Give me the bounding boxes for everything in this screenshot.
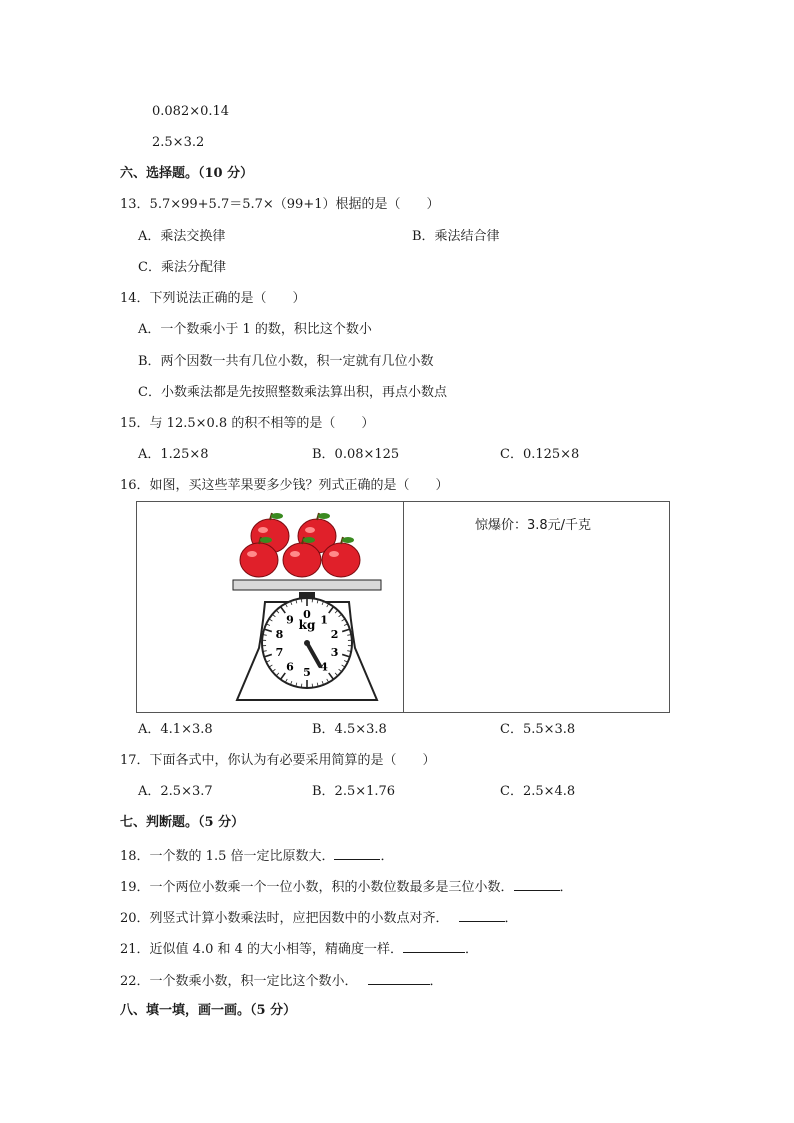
judge-period: ． xyxy=(429,974,443,989)
judge-text: 19．一个两位小数乘一个一位小数，积的小数位数最多是三位小数． xyxy=(120,880,514,895)
judge-item-18 xyxy=(120,847,394,865)
judge-text: 20．列竖式计算小数乘法时，应把因数中的小数点对齐． xyxy=(120,911,449,926)
section-heading-fill-draw: 八、填一填，画一画。（5 分） xyxy=(120,1003,297,1018)
dial-number: 7 xyxy=(275,645,284,659)
dial-tick xyxy=(312,598,313,602)
prev-item-2: 2.5×3.2 xyxy=(152,135,205,150)
judge-text: 22．一个数乘小数，积一定比这个数小． xyxy=(120,974,358,989)
dial-number: 9 xyxy=(286,613,294,627)
answer-blank[interactable] xyxy=(403,940,465,953)
section-heading-judge: 七、判断题。（5 分） xyxy=(120,815,245,830)
judge-period: ． xyxy=(504,911,518,926)
q13-option-b: B．乘法结合律 xyxy=(412,229,500,244)
judge-period: ． xyxy=(465,942,479,957)
answer-blank[interactable] xyxy=(334,847,380,860)
judge-text: 21．近似值 4.0 和 4 的大小相等，精确度一样． xyxy=(120,942,404,957)
q15-option-b: B．0.08×125 xyxy=(312,447,400,462)
judge-item-19 xyxy=(120,878,573,896)
scale-unit-label: kg xyxy=(298,618,316,632)
apples xyxy=(240,513,360,577)
answer-blank[interactable] xyxy=(514,878,560,891)
q16-stem: 16．如图，买这些苹果要多少钱？列式正确的是（ ） xyxy=(120,478,449,493)
judge-item-20 xyxy=(120,909,518,927)
judge-text: 18．一个数的 1.5 倍一定比原数大． xyxy=(120,849,335,864)
dial-tick xyxy=(312,684,313,688)
dial-number: 1 xyxy=(320,613,328,627)
dial-number: 8 xyxy=(275,628,284,642)
section-heading-choice: 六、选择题。（10 分） xyxy=(120,166,254,181)
price-label: 惊爆价：3.8元/千克 xyxy=(475,518,592,533)
answer-blank[interactable] xyxy=(368,972,430,985)
dial-number: 3 xyxy=(330,645,339,659)
dial-number: 0 xyxy=(303,608,311,621)
q13-option-c: C．乘法分配律 xyxy=(138,260,226,275)
q14-option-a: A．一个数乘小于 1 的数，积比这个数小 xyxy=(138,322,372,337)
figure-divider xyxy=(403,502,404,712)
q13-option-a: A．乘法交换律 xyxy=(138,229,226,244)
q17-stem: 17．下面各式中，你认为有必要采用简算的是（ ） xyxy=(120,753,436,768)
q14-option-b: B．两个因数一共有几位小数，积一定就有几位小数 xyxy=(138,354,434,369)
dial-number: 2 xyxy=(330,628,339,642)
dial-number: 5 xyxy=(303,666,311,679)
q14-option-c: C．小数乘法都是先按照整数乘法算出积，再点小数点 xyxy=(138,385,447,400)
judge-period: ． xyxy=(559,880,573,895)
dial-tick xyxy=(301,684,302,688)
q13-stem: 13．5.7×99+5.7＝5.7×（99+1）根据的是（ ） xyxy=(120,197,440,212)
dial-center xyxy=(304,640,310,646)
judge-period: ． xyxy=(380,849,394,864)
prev-item-1: 0.082×0.14 xyxy=(152,104,230,119)
q14-stem: 14．下列说法正确的是（ ） xyxy=(120,291,306,306)
q15-stem: 15．与 12.5×0.8 的积不相等的是（ ） xyxy=(120,416,375,431)
dial-tick xyxy=(301,598,302,602)
q15-option-a: A．1.25×8 xyxy=(138,447,209,462)
q15-option-c: C．0.125×8 xyxy=(500,447,580,462)
q16-option-a: A．4.1×3.8 xyxy=(138,722,213,737)
q16-option-c: C．5.5×3.8 xyxy=(500,722,576,737)
q16-option-b: B．4.5×3.8 xyxy=(312,722,387,737)
apple-scale-image xyxy=(227,506,387,710)
q17-option-b: B．2.5×1.76 xyxy=(312,784,396,799)
dial-number: 4 xyxy=(320,660,328,674)
q17-option-a: A．2.5×3.7 xyxy=(138,784,213,799)
q17-option-c: C．2.5×4.8 xyxy=(500,784,576,799)
q16-figure-table xyxy=(136,501,670,713)
answer-blank[interactable] xyxy=(459,909,505,922)
judge-item-21 xyxy=(120,940,478,958)
judge-item-22 xyxy=(120,972,443,990)
scale-platform xyxy=(233,580,381,590)
dial-number: 6 xyxy=(286,660,294,674)
